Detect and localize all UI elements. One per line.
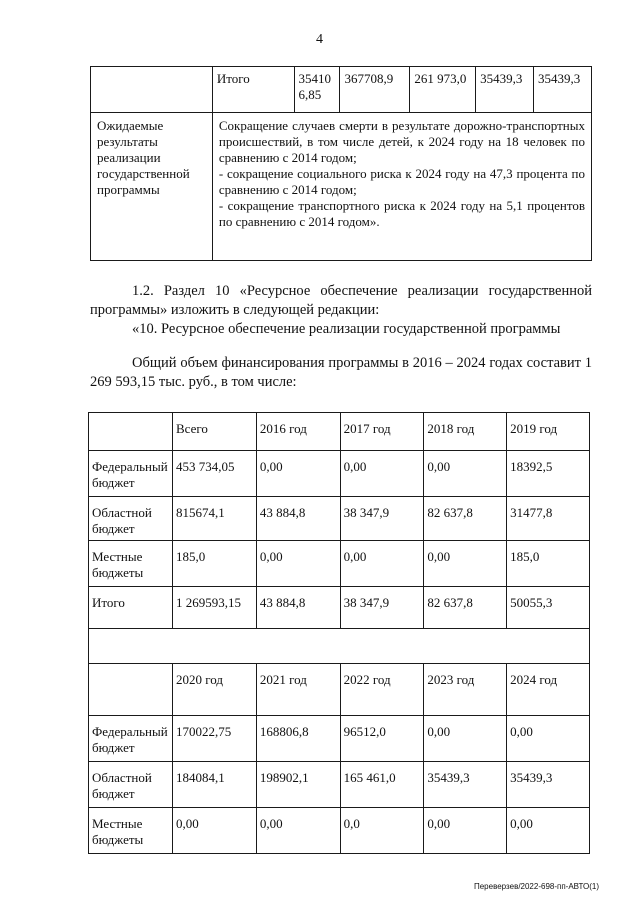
document-code: Переверзев/2022-698-пп-АВТО(1) [473,882,599,891]
cell: 82 637,8 [424,497,507,541]
cell: 170022,75 [172,716,256,762]
cell: 0,00 [340,451,424,497]
cell: 35439,3 [507,762,590,808]
row-label: Областной бюджет [89,497,173,541]
paragraph-section-change: 1.2. Раздел 10 «Ресурсное обеспечение реализации государственной программы» изложить в следующей редакции: [90,283,592,318]
cell: 50055,3 [507,587,590,629]
table-row-outcomes [91,113,592,261]
outcome-line-3: - сокращение транспортного риска к 2024 году на 5,1 процентов по сравнению с 2014 годом». [218,198,585,229]
outcome-text [212,113,591,261]
cell: 0,00 [507,808,590,854]
cell: 185,0 [507,541,590,587]
row-label: Местные бюджеты [89,541,173,587]
header-cell: 2021 год [256,664,340,716]
cell: 184084,1 [172,762,256,808]
table-row-total [91,67,592,113]
total-value-5: 35439,3 [534,67,592,113]
table-row [89,762,590,808]
cell: 18392,5 [507,451,590,497]
outcome-line-2: - сокращение социального риска к 2024 году на 47,3 процента по сравнению с 2014 годом; [218,166,585,197]
header-cell: 2016 год [256,413,340,451]
finance-table [88,412,590,854]
table-row [89,451,590,497]
row-label: Федеральный бюджет [89,451,173,497]
header-cell: 2018 год [424,413,507,451]
cell: 35439,3 [424,762,507,808]
total-value-4: 35439,3 [476,67,534,113]
spacer-cell [89,629,590,664]
outcome-line-1: Сокращение случаев смерти в результате дорожно-транспортных происшествий, в том числе детей, к 2024 году на 18 человек по сравнению с 2014 годом; [218,118,585,165]
row-label: Областной бюджет [89,762,173,808]
total-value-1: 35410 6,85 [294,67,340,113]
cell: 185,0 [172,541,256,587]
cell: 0,00 [424,808,507,854]
header-cell: 2024 год [507,664,590,716]
row-label: Федеральный бюджет [89,716,173,762]
cell: 38 347,9 [340,497,424,541]
header-cell [89,664,173,716]
cell: 31477,8 [507,497,590,541]
table-row [89,541,590,587]
cell: 168806,8 [256,716,340,762]
cell: 453 734,05 [172,451,256,497]
cell: 198902,1 [256,762,340,808]
cell: 0,00 [256,808,340,854]
total-label: Итого [212,67,294,113]
header-cell: Всего [172,413,256,451]
cell: 0,00 [424,451,507,497]
cell: 43 884,8 [256,587,340,629]
table-spacer-row [89,629,590,664]
cell: 0,00 [172,808,256,854]
row-label: Местные бюджеты [89,808,173,854]
paragraph-total-funding: Общий объем финансирования программы в 2016 – 2024 годах составит 1 269 593,15 тыс. руб., в том числе: [90,355,592,390]
cell: 43 884,8 [256,497,340,541]
cell: 0,00 [340,541,424,587]
total-value-3: 261 973,0 [410,67,476,113]
cell: 82 637,8 [424,587,507,629]
table-row-total [89,587,590,629]
cell: 0,00 [256,541,340,587]
page-number: 4 [316,32,323,47]
header-cell: 2022 год [340,664,424,716]
total-value-2: 367708,9 [340,67,410,113]
table-row [89,808,590,854]
header-cell: 2017 год [340,413,424,451]
paragraph-section-title: «10. Ресурсное обеспечение реализации государственной программы [132,321,561,337]
cell: 0,0 [340,808,424,854]
cell: 815674,1 [172,497,256,541]
cell: 1 269593,15 [172,587,256,629]
outcome-label: Ожидаемые результаты реализации государственной программы [91,113,213,261]
table-row [89,497,590,541]
table-header-row-1 [89,413,590,451]
empty-cell [91,67,213,113]
cell: 165 461,0 [340,762,424,808]
cell: 0,00 [507,716,590,762]
header-cell [89,413,173,451]
program-summary-table [90,66,592,261]
cell: 96512,0 [340,716,424,762]
table-header-row-2 [89,664,590,716]
header-cell: 2019 год [507,413,590,451]
cell: 38 347,9 [340,587,424,629]
table-row [89,716,590,762]
cell: 0,00 [424,541,507,587]
header-cell: 2023 год [424,664,507,716]
header-cell: 2020 год [172,664,256,716]
cell: 0,00 [256,451,340,497]
cell: 0,00 [424,716,507,762]
row-label: Итого [89,587,173,629]
